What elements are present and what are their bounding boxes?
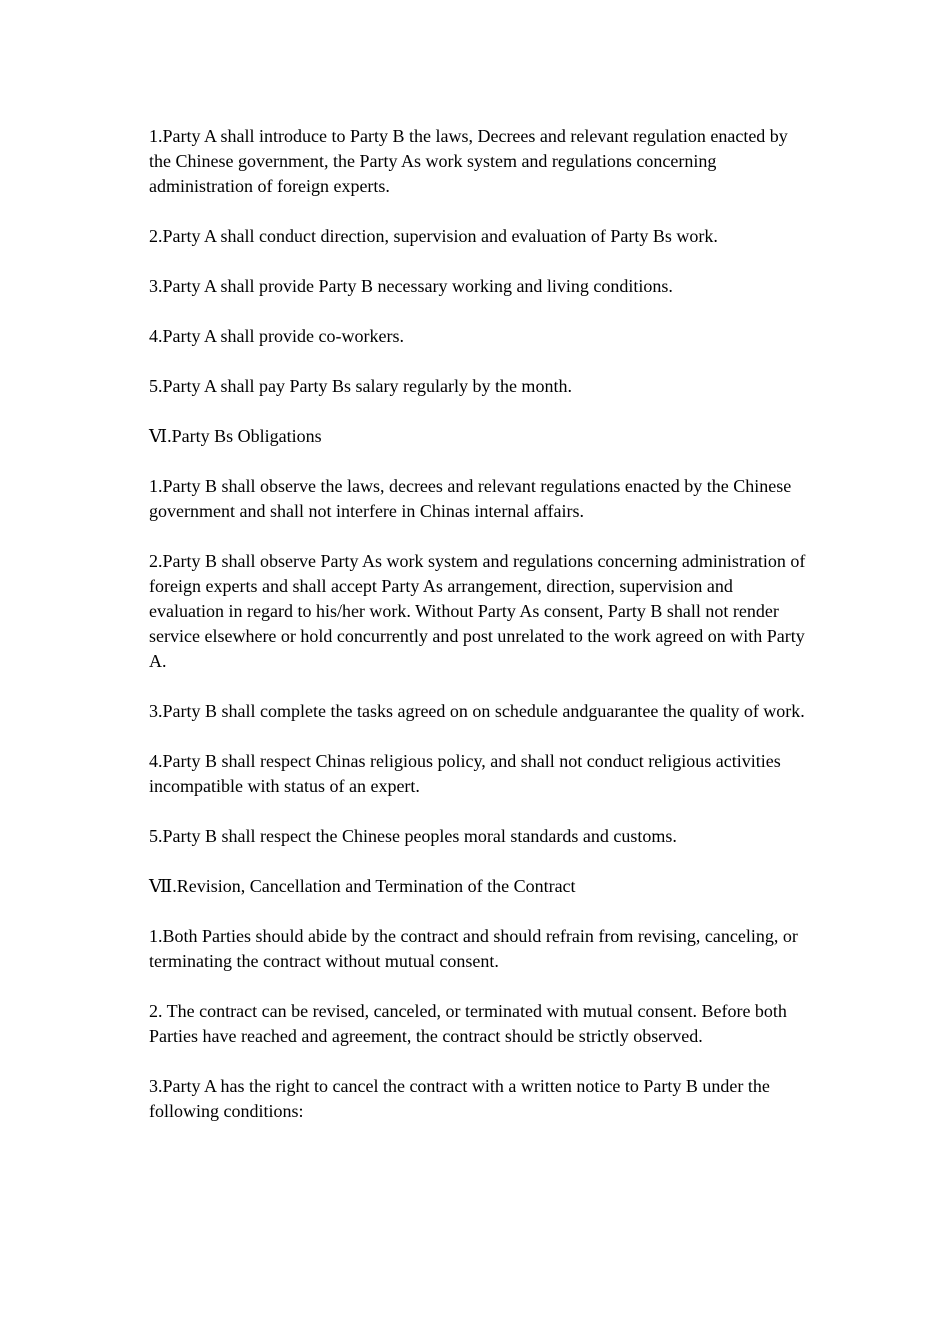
contract-revision-clause-2: 2. The contract can be revised, canceled, or terminated with mutual consent. Before both Parties have reached and agreement, the contract should be strictly observed. xyxy=(149,1001,787,1046)
party-b-obligation-4: 4.Party B shall respect Chinas religious policy, and shall not conduct religious activities incompatible with status of an expert. xyxy=(149,751,781,796)
section-7-numeral: Ⅶ xyxy=(149,876,173,897)
section-7-title: .Revision, Cancellation and Termination of the Contract xyxy=(172,876,576,896)
party-b-obligation-5: 5.Party B shall respect the Chinese peoples moral standards and customs. xyxy=(149,826,677,846)
party-a-obligation-2: 2.Party A shall conduct direction, supervision and evaluation of Party Bs work. xyxy=(149,226,718,246)
party-b-obligation-1: 1.Party B shall observe the laws, decrees and relevant regulations enacted by the Chinese government and shall not interfere in Chinas internal affairs. xyxy=(149,476,792,521)
party-a-obligation-3: 3.Party A shall provide Party B necessary working and living conditions. xyxy=(149,276,673,296)
party-a-obligation-5: 5.Party A shall pay Party Bs salary regularly by the month. xyxy=(149,376,572,396)
contract-revision-clause-3: 3.Party A has the right to cancel the contract with a written notice to Party B under the following conditions: xyxy=(149,1076,770,1121)
section-7-heading xyxy=(149,874,809,899)
document-body xyxy=(149,124,809,1149)
section-6-title: .Party Bs Obligations xyxy=(167,426,322,446)
contract-revision-clause-1: 1.Both Parties should abide by the contract and should refrain from revising, canceling, or terminating the contract without mutual consent. xyxy=(149,926,798,971)
party-b-obligation-2: 2.Party B shall observe Party As work system and regulations concerning administration of foreign experts and shall accept Party As arrangement, direction, supervision and evaluation in regard to his/her work. Without Party As consent, Party B shall not render service elsewhere or hold concurrently and post unrelated to the work agreed on with Party A. xyxy=(149,551,806,671)
section-6-heading xyxy=(149,424,809,449)
party-a-obligation-1: 1.Party A shall introduce to Party B the laws, Decrees and relevant regulation enacted by the Chinese government, the Party As work system and regulations concerning administration of foreign experts. xyxy=(149,126,788,196)
party-b-obligation-3: 3.Party B shall complete the tasks agreed on on schedule andguarantee the quality of work. xyxy=(149,701,805,721)
party-a-obligation-4: 4.Party A shall provide co-workers. xyxy=(149,326,404,346)
section-6-numeral: Ⅵ xyxy=(149,426,168,447)
